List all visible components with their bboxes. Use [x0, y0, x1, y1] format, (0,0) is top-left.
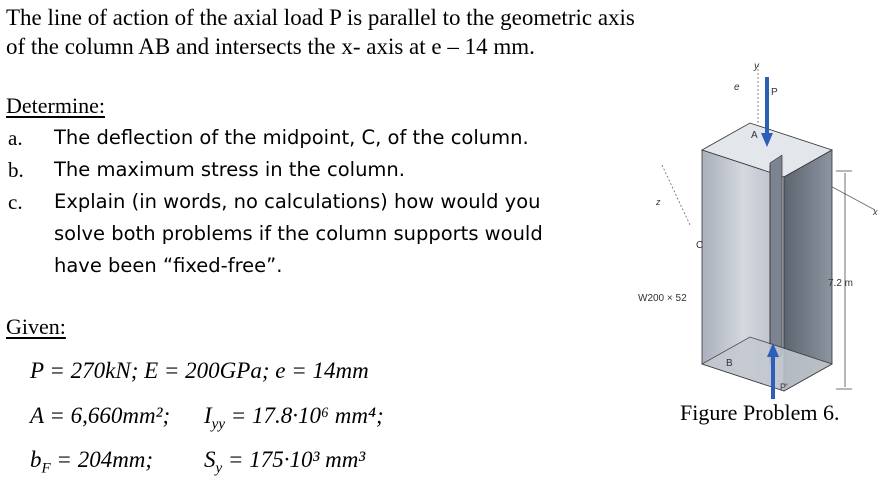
- intro-line-2: of the column AB and intersects the x- axis at e – 14 mm.: [6, 34, 535, 59]
- inertia-subscript: yy: [211, 416, 225, 433]
- given-equation-2a: A = 6,660mm²;: [30, 403, 171, 428]
- inertia-symbol: I: [204, 403, 212, 428]
- item-a-letter: a.: [8, 126, 23, 150]
- length-label: 7.2 m: [828, 278, 854, 289]
- label-x: x: [873, 207, 878, 217]
- item-b-text: The maximum stress in the column.: [54, 158, 405, 181]
- flange-value: = 204mm;: [50, 447, 154, 472]
- item-c-letter: c.: [8, 190, 23, 214]
- given-equation-1: P = 270kN; E = 200GPa; e = 14mm: [30, 358, 369, 383]
- item-a-text: The deflection of the midpoint, C, of the column.: [54, 126, 529, 149]
- label-y: y: [754, 61, 759, 72]
- given-heading: Given:: [6, 314, 66, 339]
- inertia-value: = 17.8·10⁶ mm⁴;: [225, 403, 384, 428]
- label-a: A: [751, 130, 758, 141]
- section-modulus-subscript: y: [215, 460, 223, 477]
- item-c-line-3: have been “fixed-free”.: [54, 254, 283, 277]
- item-c-line-1: Explain (in words, no calculations) how would you: [54, 190, 541, 213]
- item-b-letter: b.: [8, 158, 24, 182]
- label-b: B: [726, 358, 733, 369]
- flange-symbol: b: [30, 447, 42, 472]
- figure-caption: Figure Problem 6.: [680, 400, 840, 425]
- section-modulus-symbol: S: [204, 447, 216, 472]
- intro-line-1: The line of action of the axial load P is parallel to the geometric axis: [6, 5, 635, 30]
- label-p: P: [771, 87, 778, 98]
- given-equation-3b: [204, 447, 365, 478]
- determine-heading: Determine:: [6, 93, 105, 118]
- label-p-prime: P': [780, 382, 788, 392]
- label-c: C: [696, 240, 704, 251]
- section-modulus-value: = 175·10³ mm³: [222, 447, 366, 472]
- column-figure: [620, 55, 884, 400]
- item-c-line-2: solve both problems if the column supports would: [54, 222, 543, 245]
- flange-subscript: F: [41, 460, 51, 477]
- given-equation-3a: [30, 447, 153, 478]
- given-equation-2b: [204, 403, 384, 434]
- label-e: e: [734, 82, 740, 93]
- section-label: W200 × 52: [638, 293, 687, 304]
- label-z: z: [656, 197, 661, 207]
